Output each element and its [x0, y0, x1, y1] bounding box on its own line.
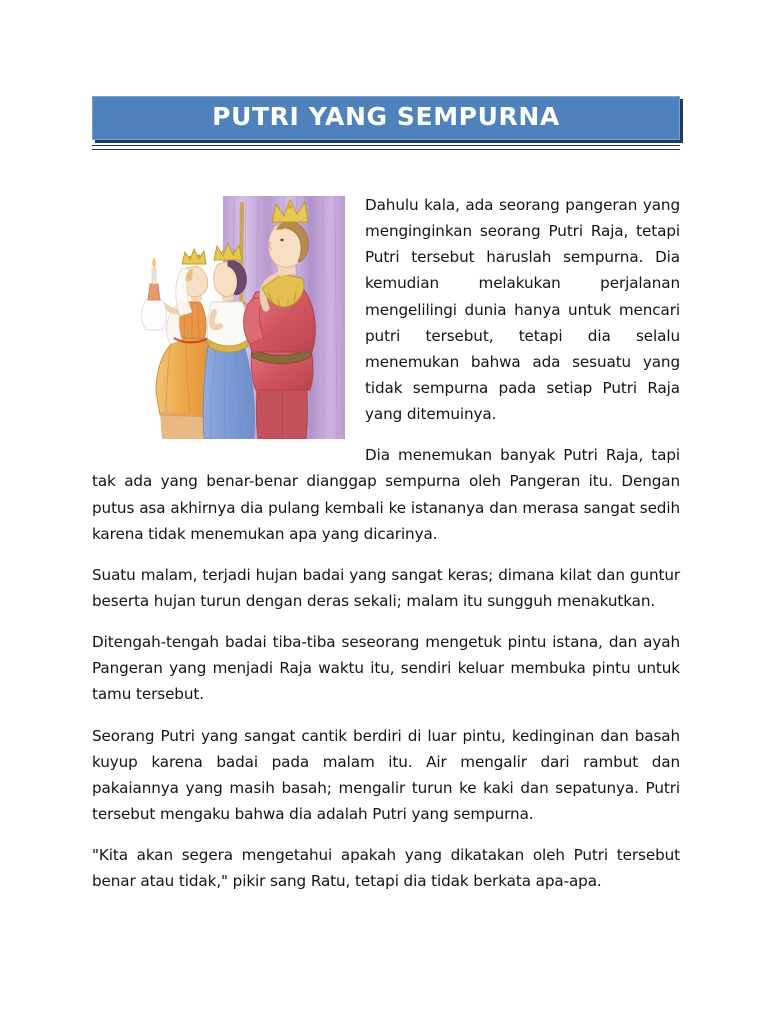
- title-underline-rule: [92, 145, 680, 150]
- story-paragraph-4: Ditengah-tengah badai tiba-tiba seseorang mengetuk pintu istana, dan ayah Pangeran yang menjadi Raja waktu itu, sendiri keluar membuka pintu untuk tamu tersebut.: [92, 633, 680, 704]
- story-paragraph-3: Suatu malam, terjadi hujan badai yang sangat keras; dimana kilat dan guntur beserta hujan turun dengan deras sekali; malam itu sungguh menakutkan.: [92, 565, 680, 610]
- document-body: [92, 192, 680, 894]
- title-banner-box: [92, 96, 680, 140]
- story-paragraph-2: Dia menemukan banyak Putri Raja, tapi tak ada yang benar-benar dianggap sempurna oleh Pangeran itu. Dengan putus asa akhirnya dia pulang kembali ke istananya dan merasa sangat sedih karena tidak menemukan apa yang dicarinya.: [92, 446, 680, 543]
- story-paragraph-6: "Kita akan segera mengetahui apakah yang dikatakan oleh Putri tersebut benar atau tidak," pikir sang Ratu, tetapi dia tidak berkata apa-apa.: [92, 846, 680, 891]
- story-paragraph-1: Dahulu kala, ada seorang pangeran yang menginginkan seorang Putri Raja, tetapi Putri tersebut haruslah sempurna. Dia kemudian melakukan perjalanan mengelilingi dunia hanya untuk mencari putri tersebut, tetapi dia selalu menemukan bahwa ada sesuatu yang tidak sempurna pada setiap Putri Raja yang ditemuinya.: [365, 196, 680, 424]
- document-title-banner: [92, 96, 680, 150]
- story-illustration: [130, 196, 345, 439]
- story-paragraph-5: Seorang Putri yang sangat cantik berdiri di luar pintu, kedinginan dan basah kuyup karena badai pada malam itu. Air mengalir dari rambut dan pakaiannya yang masih basah; mengalir turun ke kaki dan sepatunya. Putri tersebut mengaku bahwa dia adalah Putri yang sempurna.: [92, 726, 680, 823]
- page-title: PUTRI YANG SEMPURNA: [212, 102, 560, 131]
- illustration-artwork: [130, 196, 345, 439]
